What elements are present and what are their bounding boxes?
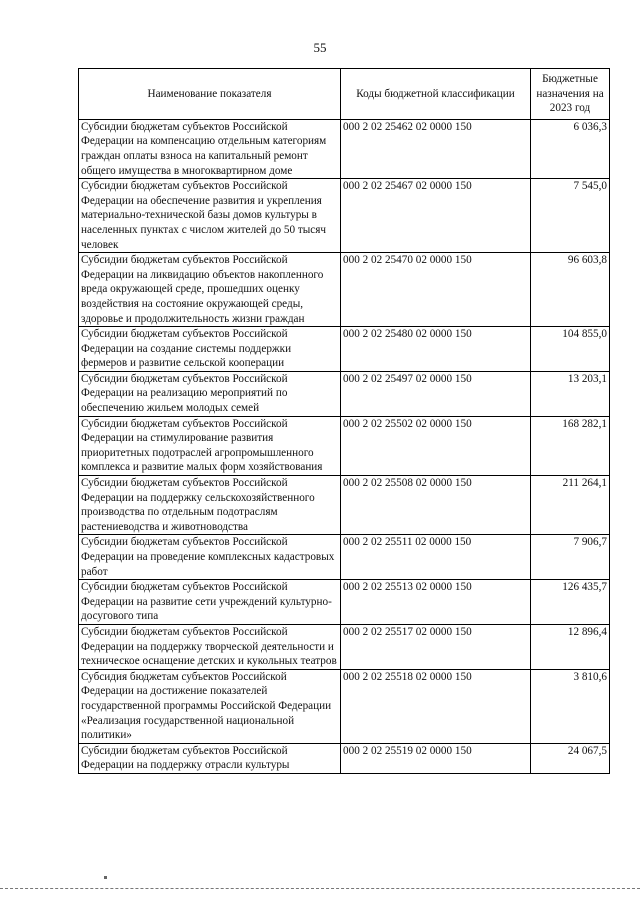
row-name: Субсидии бюджетам субъектов Российской Федерации на компенсацию отдельным категориям граждан оплаты взноса на капитальный ремонт общего имущества в многоквартирном доме <box>79 119 341 178</box>
row-code: 000 2 02 25497 02 0000 150 <box>341 371 531 416</box>
row-amount: 7 545,0 <box>531 179 610 253</box>
row-name: Субсидии бюджетам субъектов Российской Федерации на обеспечение развития и укрепления материально-технической базы домов культуры в населенных пунктах с числом жителей до 50 тысяч человек <box>79 179 341 253</box>
row-amount: 211 264,1 <box>531 476 610 535</box>
table-row <box>79 416 610 475</box>
row-code: 000 2 02 25508 02 0000 150 <box>341 476 531 535</box>
header-indicator-name: Наименование показателя <box>79 69 341 120</box>
row-name: Субсидии бюджетам субъектов Российской Федерации на развитие сети учреждений культурно-досугового типа <box>79 580 341 625</box>
row-name: Субсидии бюджетам субъектов Российской Федерации на поддержку отрасли культуры <box>79 743 341 773</box>
row-amount: 96 603,8 <box>531 253 610 327</box>
row-name: Субсидии бюджетам субъектов Российской Федерации на поддержку сельскохозяйственного производства по отдельным подотраслям растениеводства и животноводства <box>79 476 341 535</box>
table-row <box>79 119 610 178</box>
row-code: 000 2 02 25502 02 0000 150 <box>341 416 531 475</box>
row-amount: 24 067,5 <box>531 743 610 773</box>
table-row <box>79 371 610 416</box>
table-row <box>79 327 610 372</box>
row-code: 000 2 02 25517 02 0000 150 <box>341 624 531 669</box>
budget-table <box>78 68 610 774</box>
table-row <box>79 743 610 773</box>
row-code: 000 2 02 25470 02 0000 150 <box>341 253 531 327</box>
row-amount: 13 203,1 <box>531 371 610 416</box>
header-budget-2023: Бюджетные назначения на 2023 год <box>531 69 610 120</box>
row-amount: 126 435,7 <box>531 580 610 625</box>
table-row <box>79 535 610 580</box>
row-code: 000 2 02 25467 02 0000 150 <box>341 179 531 253</box>
row-code: 000 2 02 25462 02 0000 150 <box>341 119 531 178</box>
row-name: Субсидии бюджетам субъектов Российской Федерации на поддержку творческой деятельности и техническое оснащение детских и кукольных театров <box>79 624 341 669</box>
table-header-row <box>79 69 610 120</box>
row-code: 000 2 02 25511 02 0000 150 <box>341 535 531 580</box>
row-code: 000 2 02 25480 02 0000 150 <box>341 327 531 372</box>
row-amount: 3 810,6 <box>531 669 610 743</box>
row-name: Субсидии бюджетам субъектов Российской Федерации на проведение комплексных кадастровых работ <box>79 535 341 580</box>
row-name: Субсидии бюджетам субъектов Российской Федерации на реализацию мероприятий по обеспечению жильем молодых семей <box>79 371 341 416</box>
row-code: 000 2 02 25519 02 0000 150 <box>341 743 531 773</box>
row-name: Субсидии бюджетам субъектов Российской Федерации на ликвидацию объектов накопленного вреда окружающей среде, прошедших оценку воздействия на состояние окружающей среды, здоровье и продолжительность жизни граждан <box>79 253 341 327</box>
table-row <box>79 476 610 535</box>
row-name: Субсидия бюджетам субъектов Российской Федерации на достижение показателей государственной программы Российской Федерации «Реализация государственной национальной политики» <box>79 669 341 743</box>
row-amount: 6 036,3 <box>531 119 610 178</box>
row-amount: 7 906,7 <box>531 535 610 580</box>
row-name: Субсидии бюджетам субъектов Российской Федерации на создание системы поддержки фермеров и развитие сельской кооперации <box>79 327 341 372</box>
row-amount: 104 855,0 <box>531 327 610 372</box>
row-amount: 12 896,4 <box>531 624 610 669</box>
table-row <box>79 624 610 669</box>
table-row <box>79 253 610 327</box>
table-row <box>79 179 610 253</box>
header-classification-codes: Коды бюджетной классификации <box>341 69 531 120</box>
table-row <box>79 580 610 625</box>
row-amount: 168 282,1 <box>531 416 610 475</box>
page-number: 55 <box>313 40 327 55</box>
page-bottom-edge <box>0 888 640 889</box>
scan-speck <box>104 876 107 879</box>
row-code: 000 2 02 25518 02 0000 150 <box>341 669 531 743</box>
table-row <box>79 669 610 743</box>
row-code: 000 2 02 25513 02 0000 150 <box>341 580 531 625</box>
row-name: Субсидии бюджетам субъектов Российской Федерации на стимулирование развития приоритетных подотраслей агропромышленного комплекса и развитие малых форм хозяйствования <box>79 416 341 475</box>
